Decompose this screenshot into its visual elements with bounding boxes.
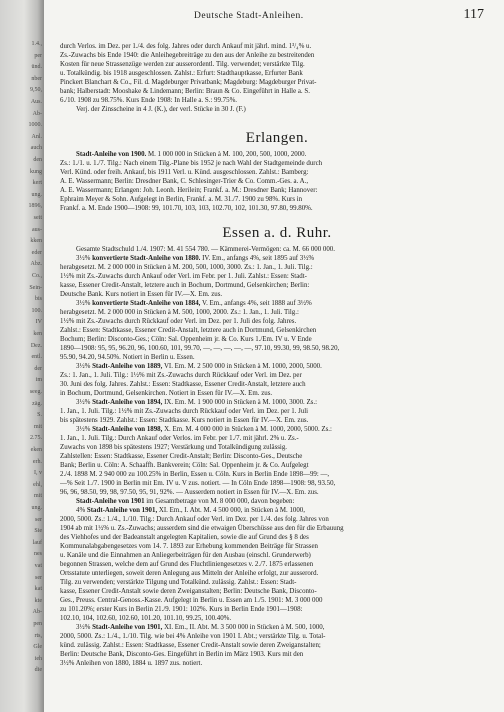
previous-page-fragment: im [35,377,42,384]
essen-line: 2000, 5000. Zs.: 1./4., 1./10. Tilg.: Durch Ankauf oder Verl. im Dez. per 1./4. des folg. Jahres von [60,516,329,523]
previous-page-fragment: Sein- [29,284,42,291]
previous-page-fragment: per [34,52,42,59]
erlangen-line: Zs.: 1./1. u. 1./7. Tilg.: Nach einem Tilg.-Plane bis 1952 je nach Wahl der Stadtgemeinde durch [60,160,323,167]
essen-line: 3½% konvertierte Stadt-Anleihe von 1880. IV. Em., anfangs 4%, seit 1895 auf 3½% [76,255,315,262]
previous-page-fragment: zäg. [32,400,42,407]
essen-line: 3½% Stadt-Anleihe von 1894, IX. Em. M. 1 900 000 in Stücken à M. 1000, 3000. Zs.: [76,399,317,406]
essen-line: 30. Juni des folg. Jahres. Zahlst.: Essen: Stadtkasse, Essener Credit-Anstalt, letztere auch [60,381,306,388]
intro-line: u. Totalkündig. bis 1918 ausgeschlossen. Zahlst.: Erfurt: Stadthauptkasse, Erfurter Bank [60,70,303,77]
essen-line: Stadt-Anleihe von 1901 im Gesamtbetrage von M. 8 000 000, davon begeben: [76,498,295,505]
previous-page-fragment: pen [33,621,42,627]
essen-line: Zuwachs von 1898 bis spätestens 1927; Verstärkung und Totalkündigung zulässig. [60,444,288,451]
essen-line: 102.10, 104, 102.60, 102.60, 101.20, 101.10, 99.25, 100.40%. [60,615,232,622]
essen-line: des Viehhofes und der Badeanstalt angelegten Kapitalien, sowie die auf Grund des § 8 des [60,534,309,541]
essen-line: bis spätestens 1929. Zahlst.: Essen: Stadtkasse. Kurs notiert in Essen für IV.—X. Em. zus. [60,417,309,424]
previous-page-fragment: Dez. [30,342,42,349]
essen-line: 2000, 5000. Zs.: 1./4., 1./10. Tilg. wie bei 4% Anleihe von 1901 I. Abt.; verstärkte Tilg. u. Total- [60,633,326,640]
previous-page-fragment: seit [33,215,42,221]
essen-line: 1904 ab mit 1½% u. Zs.-Zuwachs; ausserdem sind die etwaigen Überschüsse aus den für die Erbauung [60,525,344,532]
previous-page-fragment: die [34,667,42,674]
essen-line: Ges., Preuss. Central-Genoss.-Kasse. Aufgelegt in Berlin u. Essen am 1./5. 1901: M. 3 000 000 [60,597,323,604]
previous-page-fragment: 9,50, [30,87,42,94]
essen-line: 3½% Anleihen von 1880, 1884 u. 1897 zus. notiert. [60,660,203,667]
essen-line: Zahlst.: Essen: Stadtkasse, Essener Credit-Anstalt, letztere auch in Dortmund, Gelsenkirchen [60,327,317,334]
essen-heading: Essen a. d. Ruhr. [222,225,332,241]
previous-page-fragment: eder [31,249,42,256]
previous-page-fragment: ieh [34,655,42,662]
previous-page-fragment: Ab- [32,110,42,117]
previous-page-fragment: ung. [31,505,42,511]
previous-page-fragment: Abz. [30,261,42,268]
previous-page-fragment: ken [33,331,42,337]
previous-page-fragment: bis [34,296,42,303]
essen-line: 1½% mit Zs.-Zuwachs durch Rückkauf oder Verl. im Dez. per 1. Juli des folg. Jahres. [60,318,297,325]
previous-page-fragment: rts, [34,632,42,639]
erlangen-line: A. E. Wassermann; Berlin: Dresdner Bank, C. Schlesinger-Trier & Co. Comm.-Ges. a. A., [60,178,309,185]
previous-page-fragment: I, v [34,470,42,477]
essen-line: Berlin: Deutsche Bank, Disconto-Ges. Eingeführt in Berlin im März 1903. Kurs mit den [60,651,304,658]
erlangen-line: Stadt-Anleihe von 1900. M. 1 000 000 in Stücken à M. 100, 200, 500, 1000, 2000. [76,151,307,158]
essen-line: herabgesetzt. M. 2 000 000 in Stücken à M. 500, 1000, 2000. Zs.: 1. Jan., 1. Juli. Tilg.: [60,309,299,316]
previous-page-fragment: entl. [31,354,42,361]
previous-page-fragment: IV [35,319,42,326]
essen-line: 96, 96, 98.50, 99, 98, 97.50, 95, 91, 92%. — Ausserdem notiert in Essen für IV.—X. Em. zus. [60,489,319,496]
previous-page-fragment: kken [30,238,42,245]
previous-page-fragment: ung. [31,191,42,198]
previous-page-fragment: Anl. [31,133,42,140]
previous-page-fragment: Ab- [32,609,42,616]
essen-line: 1½% mit Zs.-Zuwachs durch Ankauf oder Verl. im Febr. per 1. Juli. Zahlst.: Essen: Stadt- [60,273,307,280]
previous-page-fragment: 1.4., [31,41,42,47]
intro-line: Verj. der Zinsscheine in 4 J. (K.), der verl. Stücke in 30 J. (F.) [76,106,246,113]
essen-line: Kommunalabgabengesetzes vom 14. 7. 1893 zur Erhebung kommenden Beiträge für Strassen [60,543,318,550]
erlangen-heading: Erlangen. [245,130,309,146]
previous-page-fragment: eken [30,447,42,453]
essen-line: Bochum; Berlin: Disconto-Ges.; Cöln: Sal. Oppenheim jr. & Co. Kurs 1./Em. IV u. V Ende [60,336,312,343]
essen-line: kasse, Essener Credit-Anstalt sowie deren Zweiganstalten; Berlin: Deutsche Bank, Disconto- [60,588,317,595]
previous-page-fragment: ser [35,516,42,523]
running-head: Deutsche Stadt-Anleihen. [194,11,304,21]
previous-page-fragment: S. [37,412,42,419]
previous-page-fragment: kung [30,168,42,175]
previous-page-fragment: ünd. [31,64,42,71]
previous-page-fragment: der [34,365,42,372]
erlangen-line: Verl. Künd. oder freih. Ankauf, bis 1911 Verl. u. Künd. ausgeschlossen. Zahlst.: Bamberg: [60,169,309,176]
essen-line: 1. Jan., 1. Juli. Tilg.: Durch Ankauf oder Verlos. im Febr. per 1./7. mit jährl. 2% u. Zs.- [60,435,299,442]
previous-page-fragment: lauf [32,539,42,546]
previous-page-fragment: 2.75. [30,435,42,442]
previous-page-fragment: auch [30,145,42,152]
intro-line: 6./10. 1908 zu 98.75%. Kurs Ende 1908: In Halle a. S.: 99.75%. [60,97,238,104]
essen-line: Tilg. zu verwenden; verstärkte Tilgung und Totalkünd. zulässig. Zahlst.: Essen: Stadt- [60,579,297,586]
erlangen-line: A. E. Wassermann; Erlangen: Joh. Leonh. Herilein; Frankf. a. M.: Dresdner Bank; Hannover: [60,187,318,194]
essen-line: künd. zulässig. Zahlst.: Essen: Stadtkasse, Essener Credit-Anstalt sowie deren Zweiganstalten; [60,642,321,649]
previous-page-fragment: Gle [33,644,42,651]
previous-page-fragment: nes [34,551,42,558]
previous-page-fragment: ehl, [33,481,42,488]
previous-page-fragment: mit [33,423,42,430]
essen-line: 4% Stadt-Anleihe von 1901, XI. Em., I. Abt. M. 4 500 000, in Stücken à M. 1000, [76,507,305,514]
essen-line: —% Seit 1./7. 1900 in Berlin mit Em. IV u. V zus. notiert. — In Cöln Ende 1898—1908: 98, 93.50, [60,480,336,487]
essen-line: Ortsstatute unterliegen, soweit deren Anlegung aus Mitteln der Anleihe erfolgt, zur ausserord. [60,570,319,577]
previous-page-fragment: 100. [31,307,42,314]
essen-line: 95.90, 94.20, 94.50%. Notiert in Berlin u. Essen. [60,354,195,361]
previous-page-fragment: Aus. [30,99,42,105]
binding-gutter [0,0,44,712]
essen-line: zu 101.20%; erster Kurs in Berlin 21./9. 1901: 102%. Kurs in Berlin Ende 1901—1908: [60,606,303,613]
essen-line: 3½% Stadt-Anleihe von 1898, X. Em. M. 4 000 000 in Stücken à M. 1000, 2000, 5000. Zs.: [76,426,332,433]
previous-page-fragment: kert [32,180,42,187]
previous-page-fragment: mit [33,493,42,500]
previous-page-fragment: vat [34,563,42,569]
intro-line: Pinckert Blanchart & Co., Fil. d. Magdeburger Privatbank; Magdeburg: Magdeburger Privat- [60,79,317,86]
previous-page-fragment: kte [34,597,42,604]
previous-page-fragment: Co., [31,273,42,279]
essen-line: 3½% Stadt-Anleihe von 1889, VI. Em. M. 2 500 000 in Stücken à M. 1000, 2000, 5000. [76,363,322,370]
essen-line: Zahlstellen: Essen: Stadtkasse, Essener Credit-Anstalt; Berlin: Disconto-Ges., Deutsche [60,453,303,460]
intro-line: durch Verlos. im Dez. per 1./4. des folg. Jahres oder durch Ankauf mit jährl. mind. 1³/₄% u. [60,43,312,50]
essen-line: 3½% Stadt-Anleihe von 1901, XI. Em., II. Abt. M. 3 500 000 in Stücken à M. 500, 1000, [76,624,325,631]
previous-page-fragment: 1000. [28,122,42,129]
page-number: 117 [463,7,484,22]
erlangen-line: Ephraim Meyer & Sohn. Aufgelegt in Berlin, Frankf. a. M. 31./7. 1900 zu 98%. Kurs in [60,196,303,203]
previous-page-fragment: den [33,157,42,163]
essen-line: in Bochum, Dortmund, Gelsenkirchen. Notiert in Essen für IV.—X. Em. zus. [60,390,273,397]
erlangen-line: Frankf. a. M. Ende 1900—1908: 99, 101.70, 103, 103, 102.70, 102, 101.30, 97.80, 99.80%. [60,205,313,212]
essen-line: herabgesetzt. M. 2 000 000 in Stücken à M. 200, 500, 1000, 3000. Zs.: 1. Jan., 1. Juli. Tilg.: [60,264,313,271]
intro-line: bank; Halberstadt: Mooshake & Lindemann; Berlin: Braun & Co. Eingeführt in Halle a. S. [60,88,310,95]
essen-line: Bank; Berlin u. Cöln: A. Schaaffh. Bankverein; Cöln: Sal. Oppenheim jr. & Co. Aufgelegt [60,462,309,469]
previous-page-fragment: seeg. [29,389,42,395]
essen-line: 3½% konvertierte Stadt-Anleihe von 1884, V. Em., anfangs 4%, seit 1888 auf 3½% [76,300,312,307]
essen-line: u. Kanäle und die Einnahmen an Anliegerbeiträgen für den Ausbau (einschl. Grunderwerb) [60,552,311,559]
essen-line: 2./4. 1898 M. 2 940 000 zu 100.25% in Berlin, Essen u. Cöln. Kurs in Berlin Ende 1898—99: —, [60,471,330,478]
previous-page-fragment: nber [31,75,42,82]
previous-page-fragment: erh. [32,458,42,465]
essen-line: begonnen Strassen, welche dem auf Grund des Fluchtliniengesetzes v. 2./7. 1875 erlassenen [60,561,314,568]
intro-line: Kosten für neue Strassenzüge werden zur ausserordentl. Tilg. verwendet; verstärkte Tilg. [60,61,305,68]
essen-line: Zs.: 1. Jan., 1. Juli. Tilg.: 1½% mit Zs.-Zuwachs durch Rückkauf oder Verl. im Dez. per [60,372,302,379]
previous-page-fragment: ser [35,574,42,581]
essen-line: 1890—1908: 95, 95, 96.20, 96, 100.60, 101, 99.70, —, —, —, —, —, 97.10, 99.30, 99, 98.50, 98.20, [60,345,340,352]
previous-page-fragment: Sie [34,528,42,535]
intro-line: Zs.-Zuwachs bis Ende 1940: die Anleihegebreiträge zu den aus der Anleihe zu bestreitenden [60,52,315,59]
essen-line: 1. Jan., 1. Juli. Tilg.: 1½% mit Zs.-Zuwachs durch Rückkauf oder Verl. im Dez. per 1. Juli [60,408,309,415]
previous-page-fragment: aus- [32,226,42,233]
essen-line: kasse, Essener Credit-Anstalt, letztere auch in Bochum, Dortmund, Gelsenkirchen; Berlin: [60,282,310,289]
essen-line: Deutsche Bank. Kurs notiert in Essen für IV.—X. Em. zus. [60,291,223,298]
previous-page-fragment: 1896, [28,203,42,210]
previous-page-fragment: kat [34,586,42,593]
book-page [44,0,504,712]
essen-line: Gesamte Stadtschuld 1./4. 1907: M. 41 554 780. — Kämmerei-Vermögen: ca. M. 66 000 000. [76,246,335,253]
